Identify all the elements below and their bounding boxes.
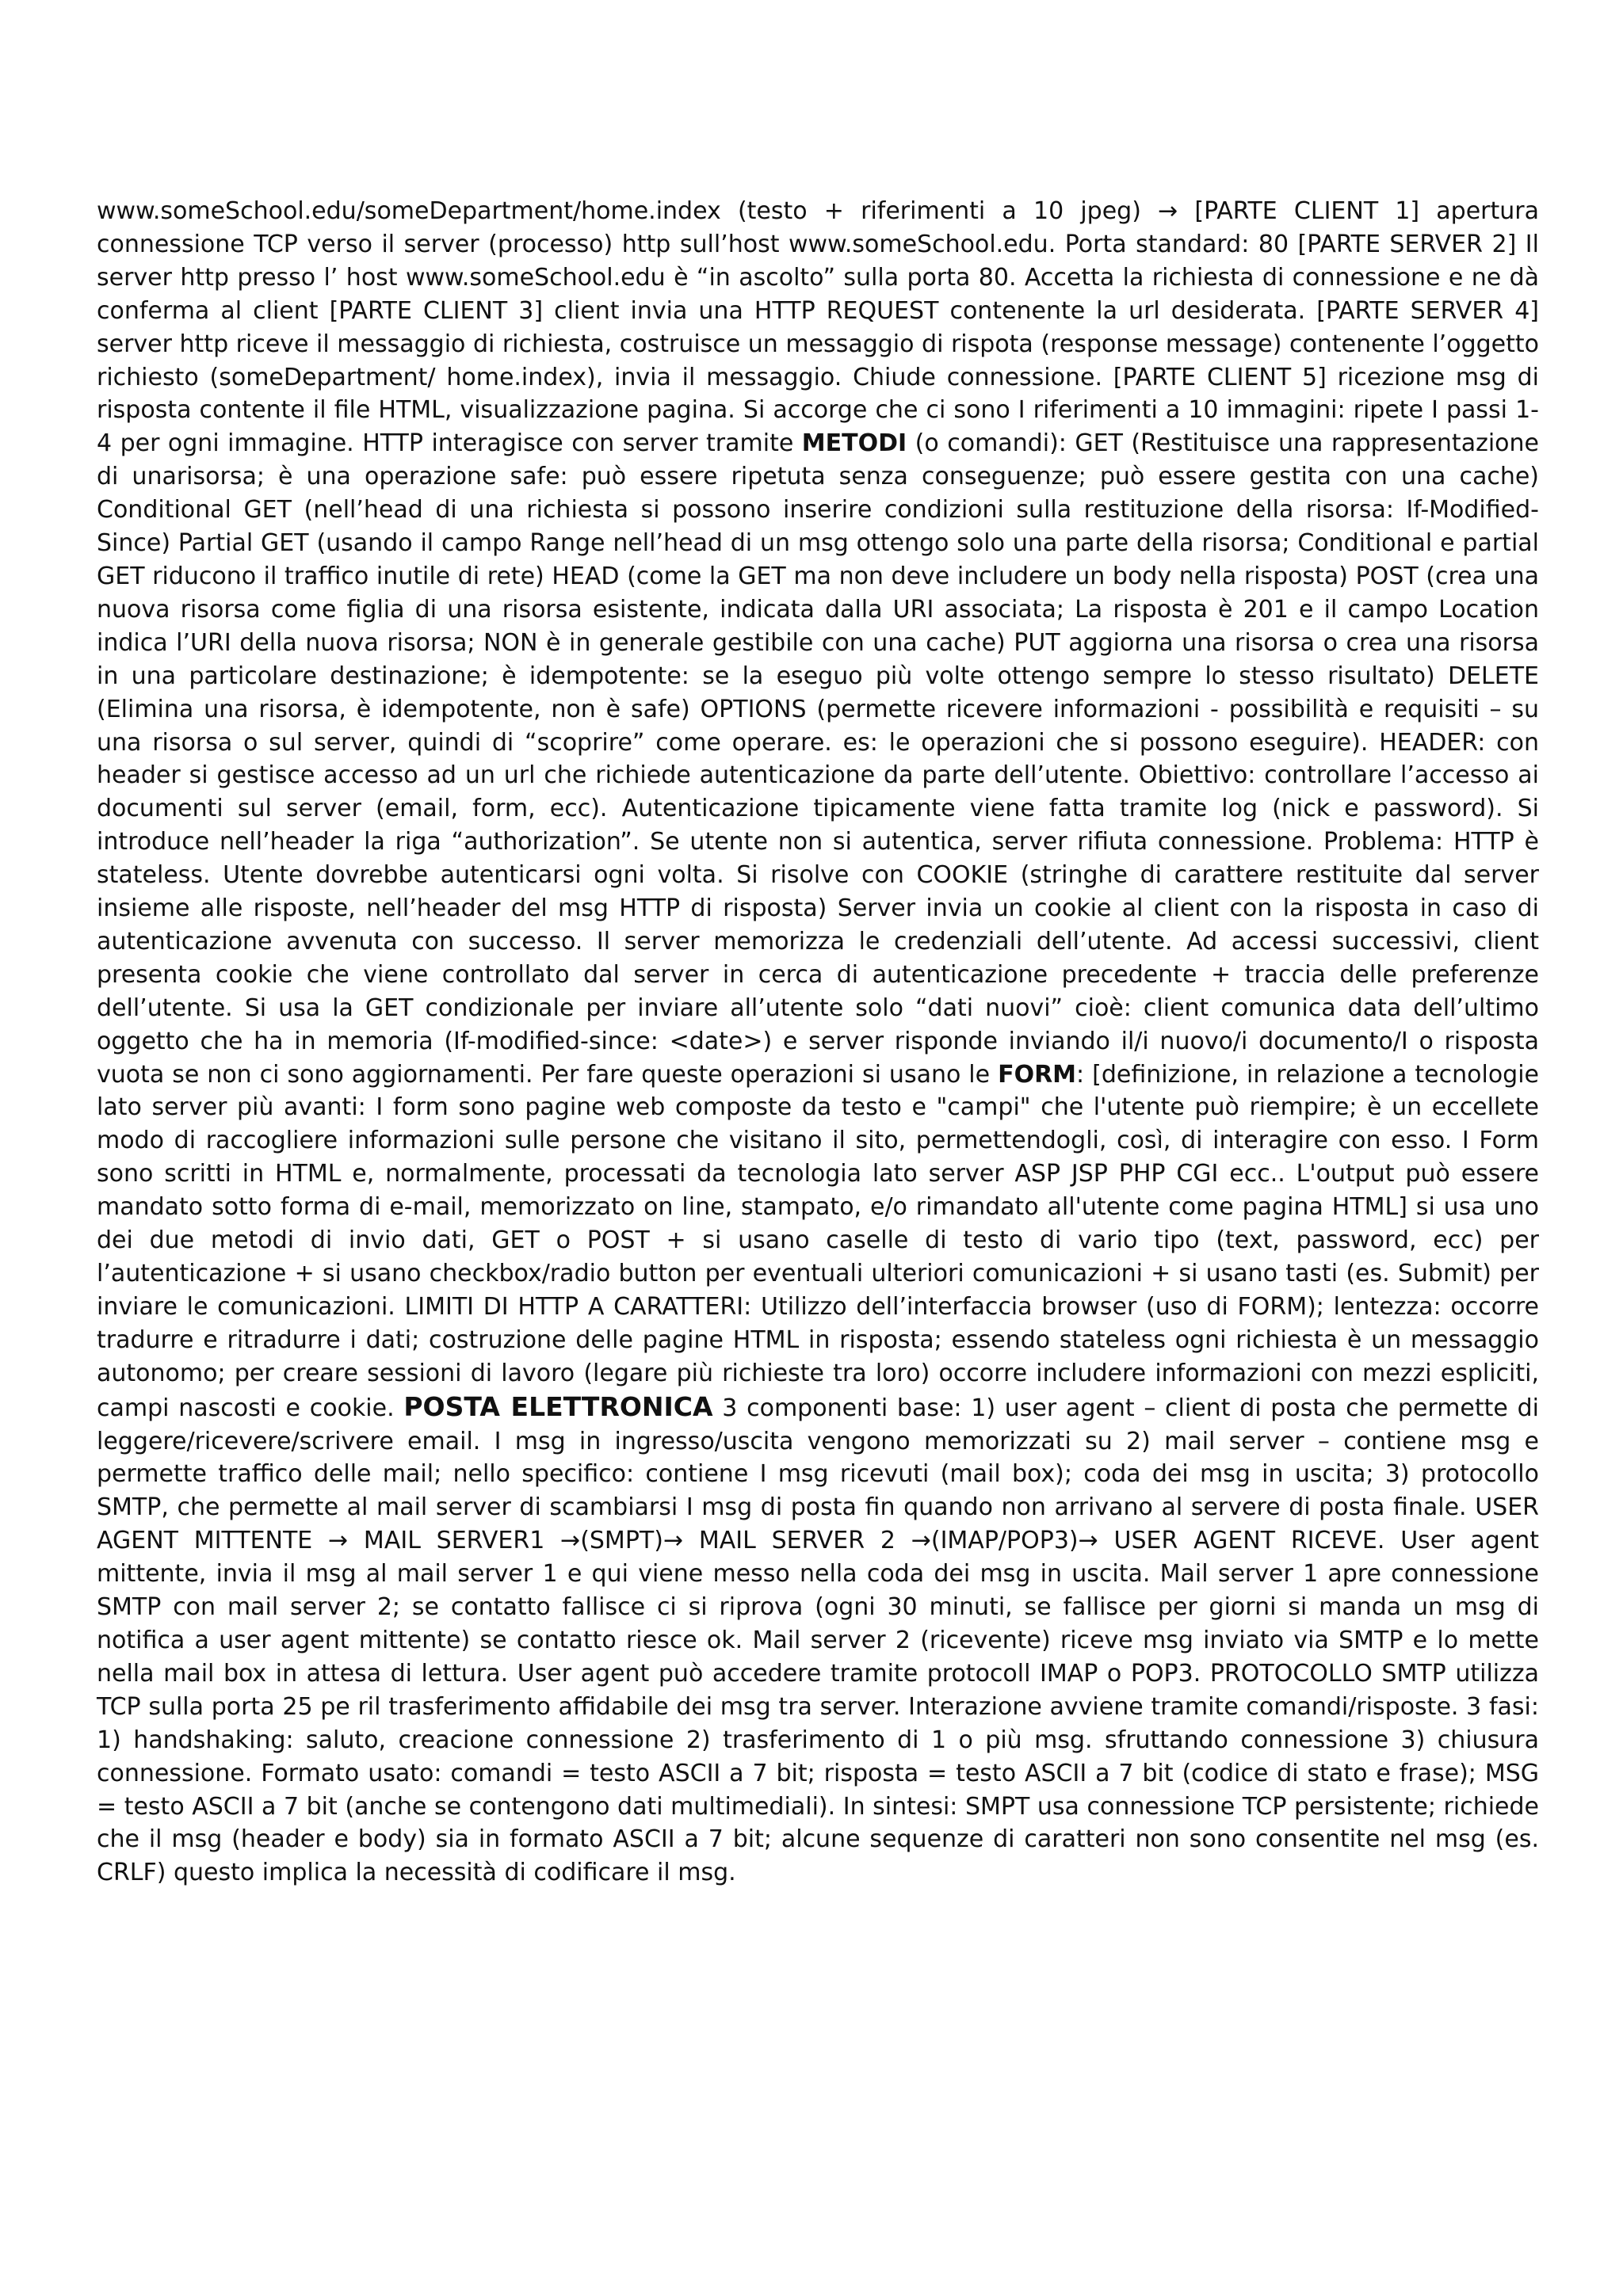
text-segment: 3 componenti base: 1) user agent – client di posta che permette di leggere/ricevere/scrivere email. I msg in ingresso/uscita vengono memorizzati su 2) mail server – contiene msg e permette traffico delle mail; nello specifico: contiene I msg ricevuti (mail box); coda dei msg in uscita; 3) protocollo SMTP, che permette al mail server di scambiarsi I msg di posta fin quando non arrivano al servere di posta finale. USER AGENT MITTENTE → MAIL SERVER1 →(SMPT)→ MAIL SERVER 2 →(IMAP/POP3)→ USER AGENT RICEVE. User agent mittente, invia il msg al mail server 1 e qui viene messo nella coda dei msg in uscita. Mail server 1 apre connessione SMTP con mail server 2; se contatto fallisce ci si riprova (ogni 30 minuti, se fallisce per giorni si manda un msg di notifica a user agent mittente) se contatto riesce ok. Mail server 2 (ricevente) riceve msg inviato via SMTP e lo mette nella mail box in attesa di lettura. User agent può accedere tramite protocoll IMAP o POP3. PROTOCOLLO SMTP utilizza TCP sulla porta 25 pe ril trasferimento affidabile dei msg tra server. Interazione avviene tramite comandi/risposte. 3 fasi: 1) handshaking: saluto, creacione connessione 2) trasferimento di 1 o più msg. sfruttando connessione 3) chiusura connessione. Formato usato: comandi = testo ASCII a 7 bit; risposta = testo ASCII a 7 bit (codice di stato e frase); MSG = testo ASCII a 7 bit (anche se contengono dati multimediali). In sintesi: SMPT usa connessione TCP persistente; richiede che il msg (header e body) sia in formato ASCII a 7 bit; alcune sequenze di caratteri non sono consentite nel msg (es. CRLF) questo implica la necessità di codificare il msg. [97, 1394, 1539, 1887]
heading-posta-elettronica: POSTA ELETTRONICA [403, 1390, 713, 1422]
heading-metodi: METODI [801, 429, 907, 458]
text-segment: www.someSchool.edu/someDepartment/home.index (testo + riferimenti a 10 jpeg) → [PARTE CLIENT 1] apertura connessione TCP verso il server (processo) http sull’host www.someSchool.edu. Porta standard: 80 [PARTE SERVER 2] Il server http presso l’ host www.someSchool.edu è “in ascolto” sulla porta 80. Accetta la richiesta di connessione e ne dà conferma al client [PARTE CLIENT 3] client invia una HTTP REQUEST contenente la url desiderata. [PARTE SERVER 4] server http riceve il messaggio di richiesta, costruisce un messaggio di rispota (response message) contenente l’oggetto richiesto (someDepartment/ home.index), invia il messaggio. Chiude connessione. [PARTE CLIENT 5] ricezione msg di risposta contente il file HTML, visualizzazione pagina. Si accorge che ci sono I riferimenti a 10 immagini: ripete I passi 1-4 per ogni immagine. HTTP interagisce con server tramite [97, 197, 1539, 458]
heading-form: FORM [998, 1060, 1077, 1089]
document-body [97, 195, 1539, 1890]
text-segment: (o comandi): GET (Restituisce una rappresentazione di unarisorsa; è una operazione safe: può essere ripetuta senza conseguenze; può essere gestita con una cache) Conditional GET (nell’head di una richiesta si possono inserire condizioni sulla restituzione della risorsa: If-Modified-Since) Partial GET (usando il campo Range nell’head di un msg ottengo solo una parte della risorsa; Conditional e partial GET riducono il traffico inutile di rete) HEAD (come la GET ma non deve includere un body nella risposta) POST (crea una nuova risorsa come figlia di una risorsa esistente, indicata dalla URI associata; La risposta è 201 e il campo Location indica l’URI della nuova risorsa; NON è in generale gestibile con una cache) PUT aggiorna una risorsa o crea una risorsa in una particolare destinazione; è idempotente: se la eseguo più volte ottengo sempre lo stesso risultato) DELETE (Elimina una risorsa, è idempotente, non è safe) OPTIONS (permette ricevere informazioni - possibilità e requisiti – su una risorsa o sul server, quindi di “scoprire” come operare. es: le operazioni che si possono eseguire). HEADER: con header si gestisce accesso ad un url che richiede autenticazione da parte dell’utente. Obiettivo: controllare l’accesso ai documenti sul server (email, form, ecc). Autenticazione tipicamente viene fatta tramite log (nick e password). Si introduce nell’header la riga “authorization”. Se utente non si autentica, server rifiuta connessione. Problema: HTTP è stateless. Utente dovrebbe autenticarsi ogni volta. Si risolve con COOKIE (stringhe di carattere restituite dal server insieme alle risposte, nell’header del msg HTTP di risposta) Server invia un cookie al client con la risposta in caso di autenticazione avvenuta con successo. Il server memorizza le credenziali dell’utente. Ad accessi successivi, client presenta cookie che viene controllato dal server in cerca di autenticazione precedente + traccia delle preferenze dell’utente. Si usa la GET condizionale per inviare all’utente solo “dati nuovi” cioè: client comunica data dell’ultimo oggetto che ha in memoria (If-modified-since: <date>) e server risponde inviando il/i nuovo/i documento/I o risposta vuota se non ci sono aggiornamenti. Per fare queste operazioni si usano le [97, 429, 1539, 1089]
text-segment: : [definizione, in relazione a tecnologie lato server più avanti: I form sono pagine web composte da testo e "campi" che l'utente può riempire; è un eccellete modo di raccogliere informazioni sulle persone che visitano il sito, permettendogli, così, di interagire con esso. I Form sono scritti in HTML e, normalmente, processati da tecnologia lato server ASP JSP PHP CGI ecc.. L'output può essere mandato sotto forma di e-mail, memorizzato on line, stampato, e/o rimandato all'utente come pagina HTML] si usa uno dei due metodi di invio dati, GET o POST + si usano caselle di testo di vario tipo (text, password, ecc) per l’autenticazione + si usano checkbox/radio button per eventuali ulteriori comunicazioni + si usano tasti (es. Submit) per inviare le comunicazioni. LIMITI DI HTTP A CARATTERI: Utilizzo dell’interfaccia browser (uso di FORM); lentezza: occorre tradurre e ritradurre i dati; costruzione delle pagine HTML in risposta; essendo stateless ogni richiesta è un messaggio autonomo; per creare sessioni di lavoro (legare più richieste tra loro) occorre includere informazioni con mezzi espliciti, campi nascosti e cookie. [97, 1060, 1540, 1422]
